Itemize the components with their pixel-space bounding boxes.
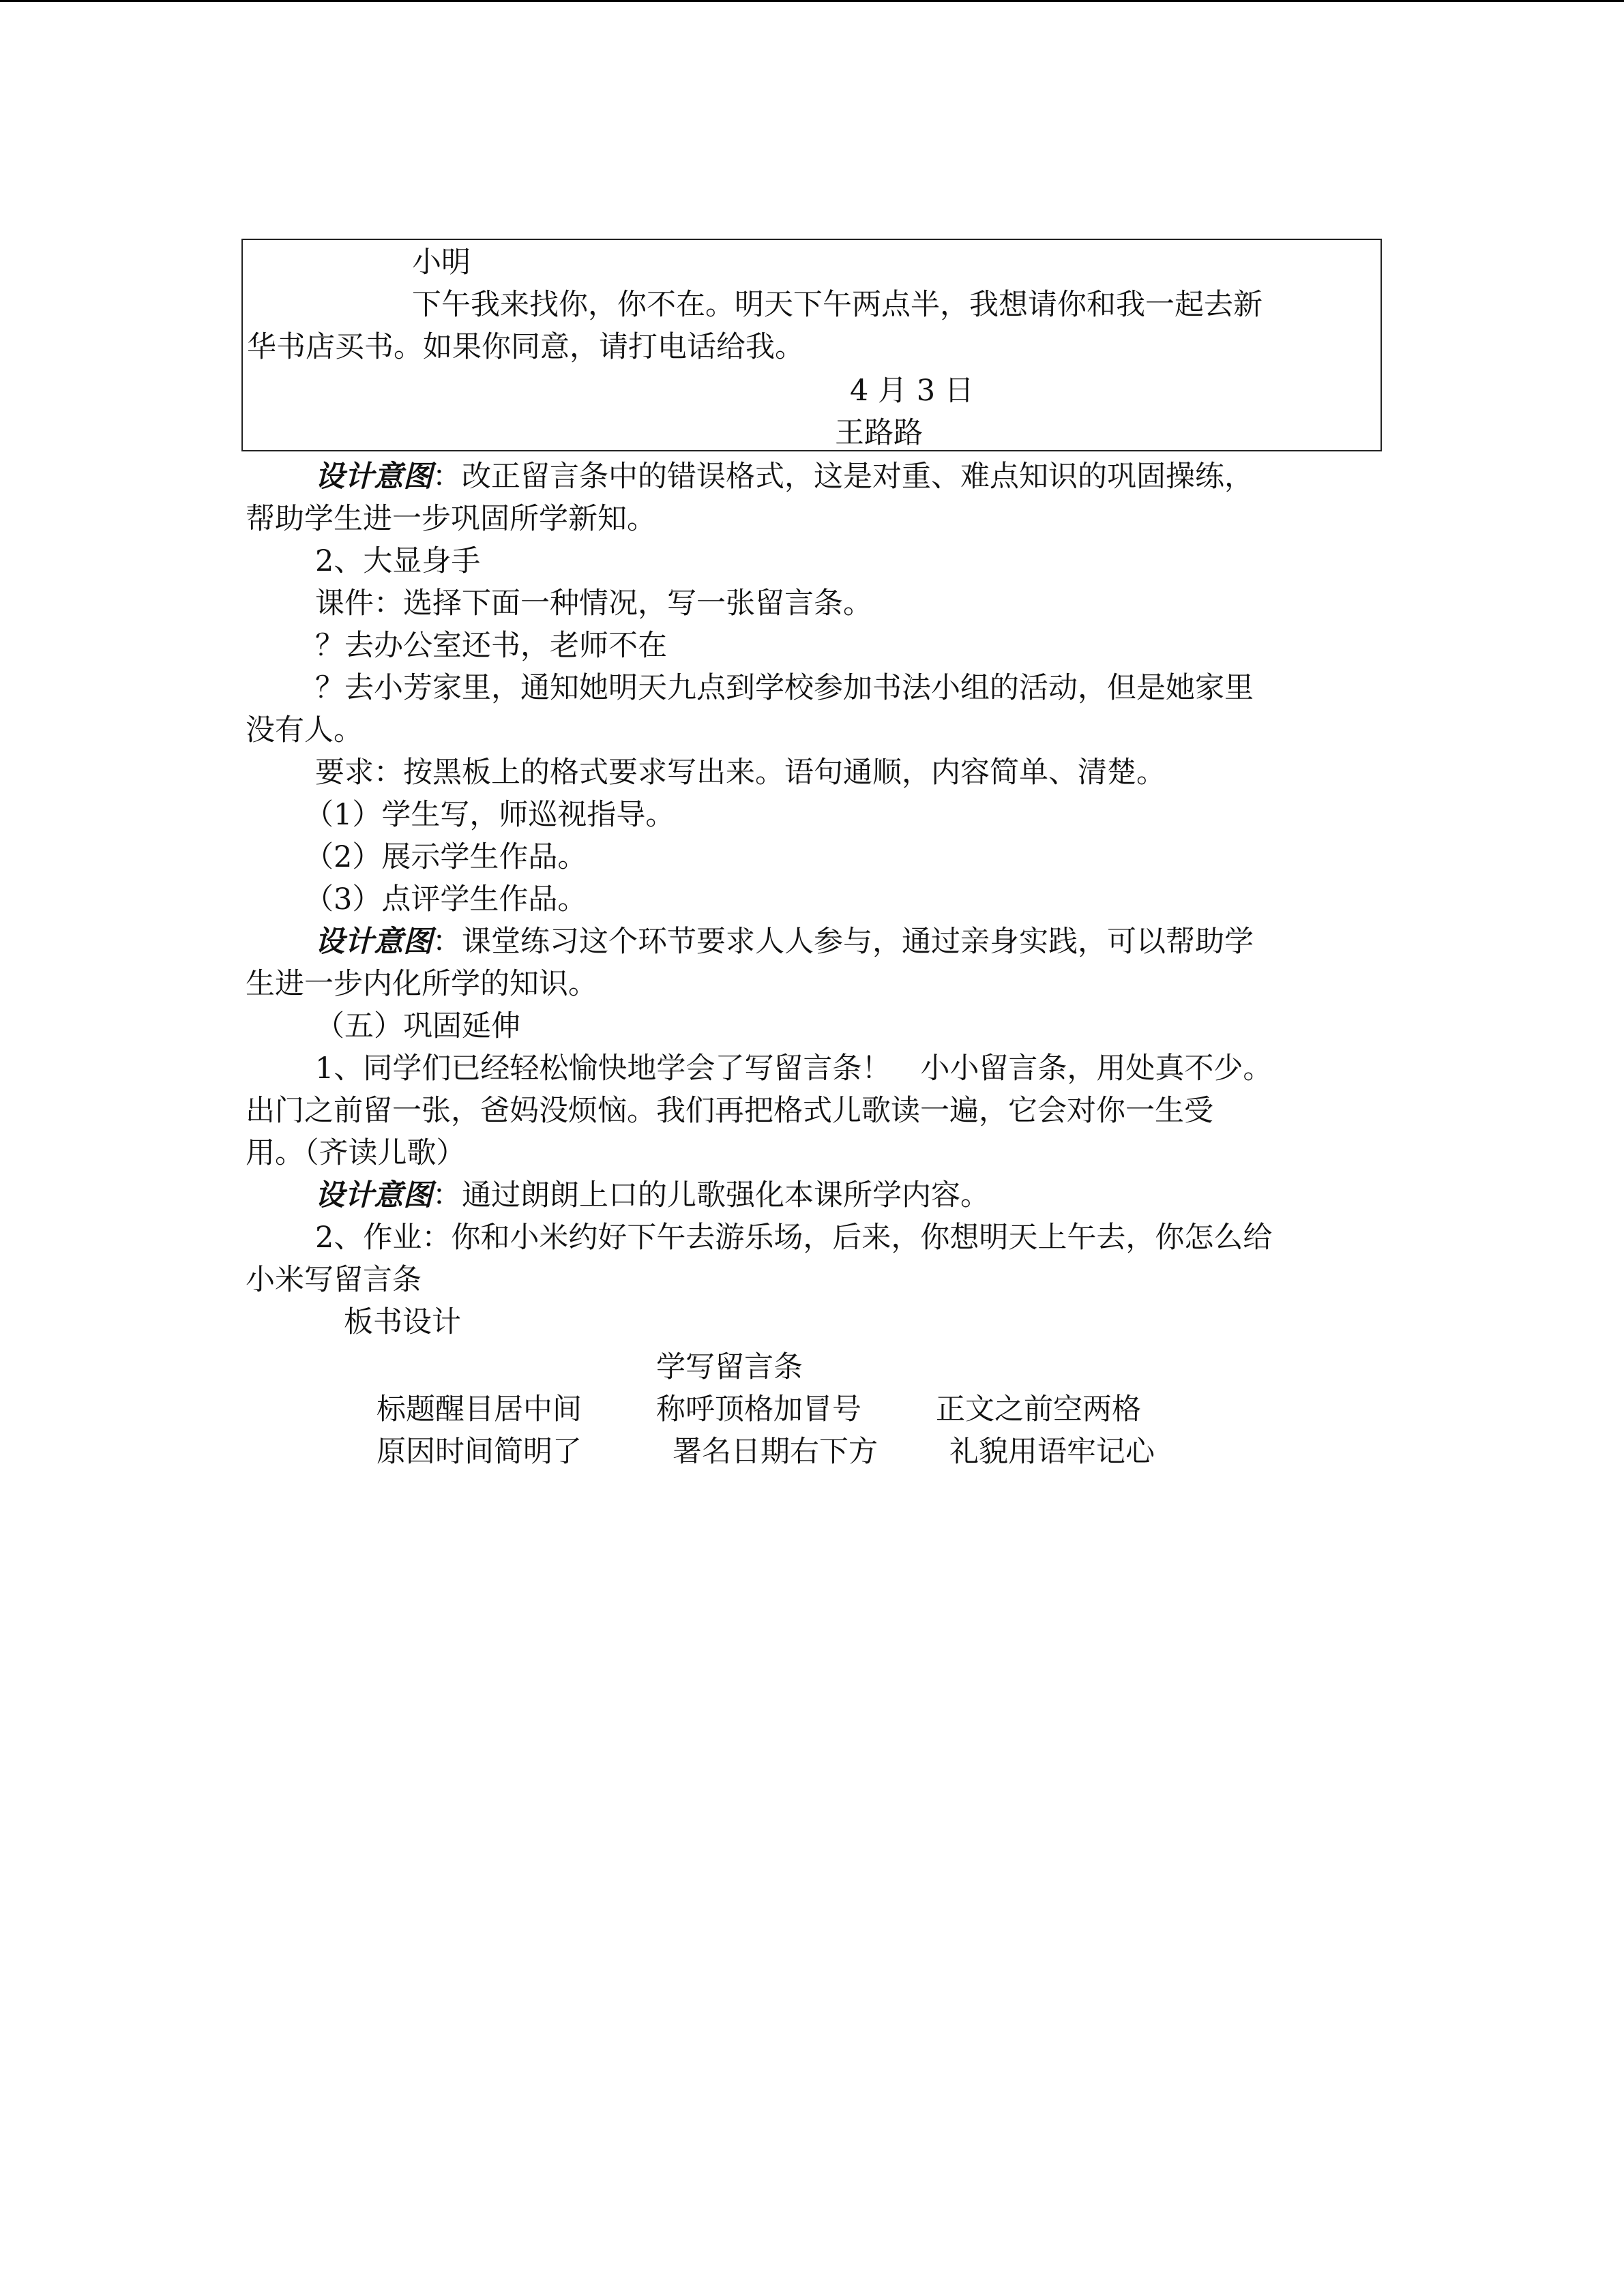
design-intent-text: 课堂练习这个环节要求人人参与，通过亲身实践，可以帮助学 xyxy=(462,925,1254,959)
design-intent-colon: ： xyxy=(432,925,462,959)
extension-1-line2: 出门之前留一张，爸妈没烦恼。我们再把格式儿歌读一遍，它会对你一生受 xyxy=(246,1094,1213,1128)
option-2-line1: ？去小芳家里，通知她明天九点到学校参加书法小组的活动，但是她家里 xyxy=(315,671,1254,705)
note-signature: 王路路 xyxy=(835,416,923,450)
requirement-line: 要求：按黑板上的格式要求写出来。语句通顺，内容简单、清楚。 xyxy=(315,756,1166,790)
section-5-heading: （五）巩固延伸 xyxy=(315,1009,520,1043)
board-row1-cell1: 标题醒目居中间 xyxy=(377,1392,582,1427)
board-title: 学写留言条 xyxy=(656,1350,803,1384)
design-intent-1-line1 xyxy=(315,456,1254,498)
design-intent-1-line2: 帮助学生进一步巩固所学新知。 xyxy=(246,502,656,536)
design-intent-label: 设计意图 xyxy=(315,1178,432,1212)
board-design-heading: 板书设计 xyxy=(344,1305,461,1339)
design-intent-2-line1 xyxy=(315,921,1254,963)
courseware-line: 课件：选择下面一种情况，写一张留言条。 xyxy=(315,586,872,621)
extension-1-line3: 用。（齐读儿歌） xyxy=(246,1136,466,1170)
option-1: ？去办公室还书，老师不在 xyxy=(315,629,667,663)
design-intent-text: 通过朗朗上口的儿歌强化本课所学内容。 xyxy=(462,1178,990,1212)
homework-line1: 2、作业：你和小米约好下午去游乐场，后来，你想明天上午去，你怎么给 xyxy=(315,1221,1273,1255)
board-row1-cell2: 称呼顶格加冒号 xyxy=(656,1392,861,1427)
step-1: （1）学生写，师巡视指导。 xyxy=(304,798,675,832)
step-3: （3）点评学生作品。 xyxy=(304,882,587,916)
extension-1-line1: 1、同学们已经轻松愉快地学会了写留言条！ 小小留言条，用处真不少。 xyxy=(315,1052,1273,1086)
design-intent-text: 改正留言条中的错误格式，这是对重、难点知识的巩固操练， xyxy=(462,460,1254,494)
note-body-line2: 华书店买书。如果你同意，请打电话给我。 xyxy=(247,330,804,364)
board-row2-cell2: 署名日期右下方 xyxy=(673,1435,878,1469)
design-intent-3 xyxy=(315,1174,990,1217)
option-2-line2: 没有人。 xyxy=(246,713,363,747)
note-date: 4 月 3 日 xyxy=(850,374,974,408)
board-row2-cell1: 原因时间简明了 xyxy=(377,1435,582,1469)
design-intent-2-line2: 生进一步内化所学的知识。 xyxy=(246,967,597,1001)
board-row1-cell3: 正文之前空两格 xyxy=(936,1392,1141,1427)
step-2: （2）展示学生作品。 xyxy=(304,840,587,874)
design-intent-colon: ： xyxy=(432,460,462,494)
heading-da-xian-shen-shou: 2、大显身手 xyxy=(315,544,481,578)
homework-line2: 小米写留言条 xyxy=(246,1263,422,1297)
note-body-line1: 下午我来找你，你不在。明天下午两点半，我想请你和我一起去新 xyxy=(412,288,1263,322)
note-salutation: 小明 xyxy=(412,245,471,280)
design-intent-colon: ： xyxy=(432,1178,462,1212)
board-row2-cell3: 礼貌用语牢记心 xyxy=(949,1435,1155,1469)
design-intent-label: 设计意图 xyxy=(315,460,432,494)
design-intent-label: 设计意图 xyxy=(315,925,432,959)
